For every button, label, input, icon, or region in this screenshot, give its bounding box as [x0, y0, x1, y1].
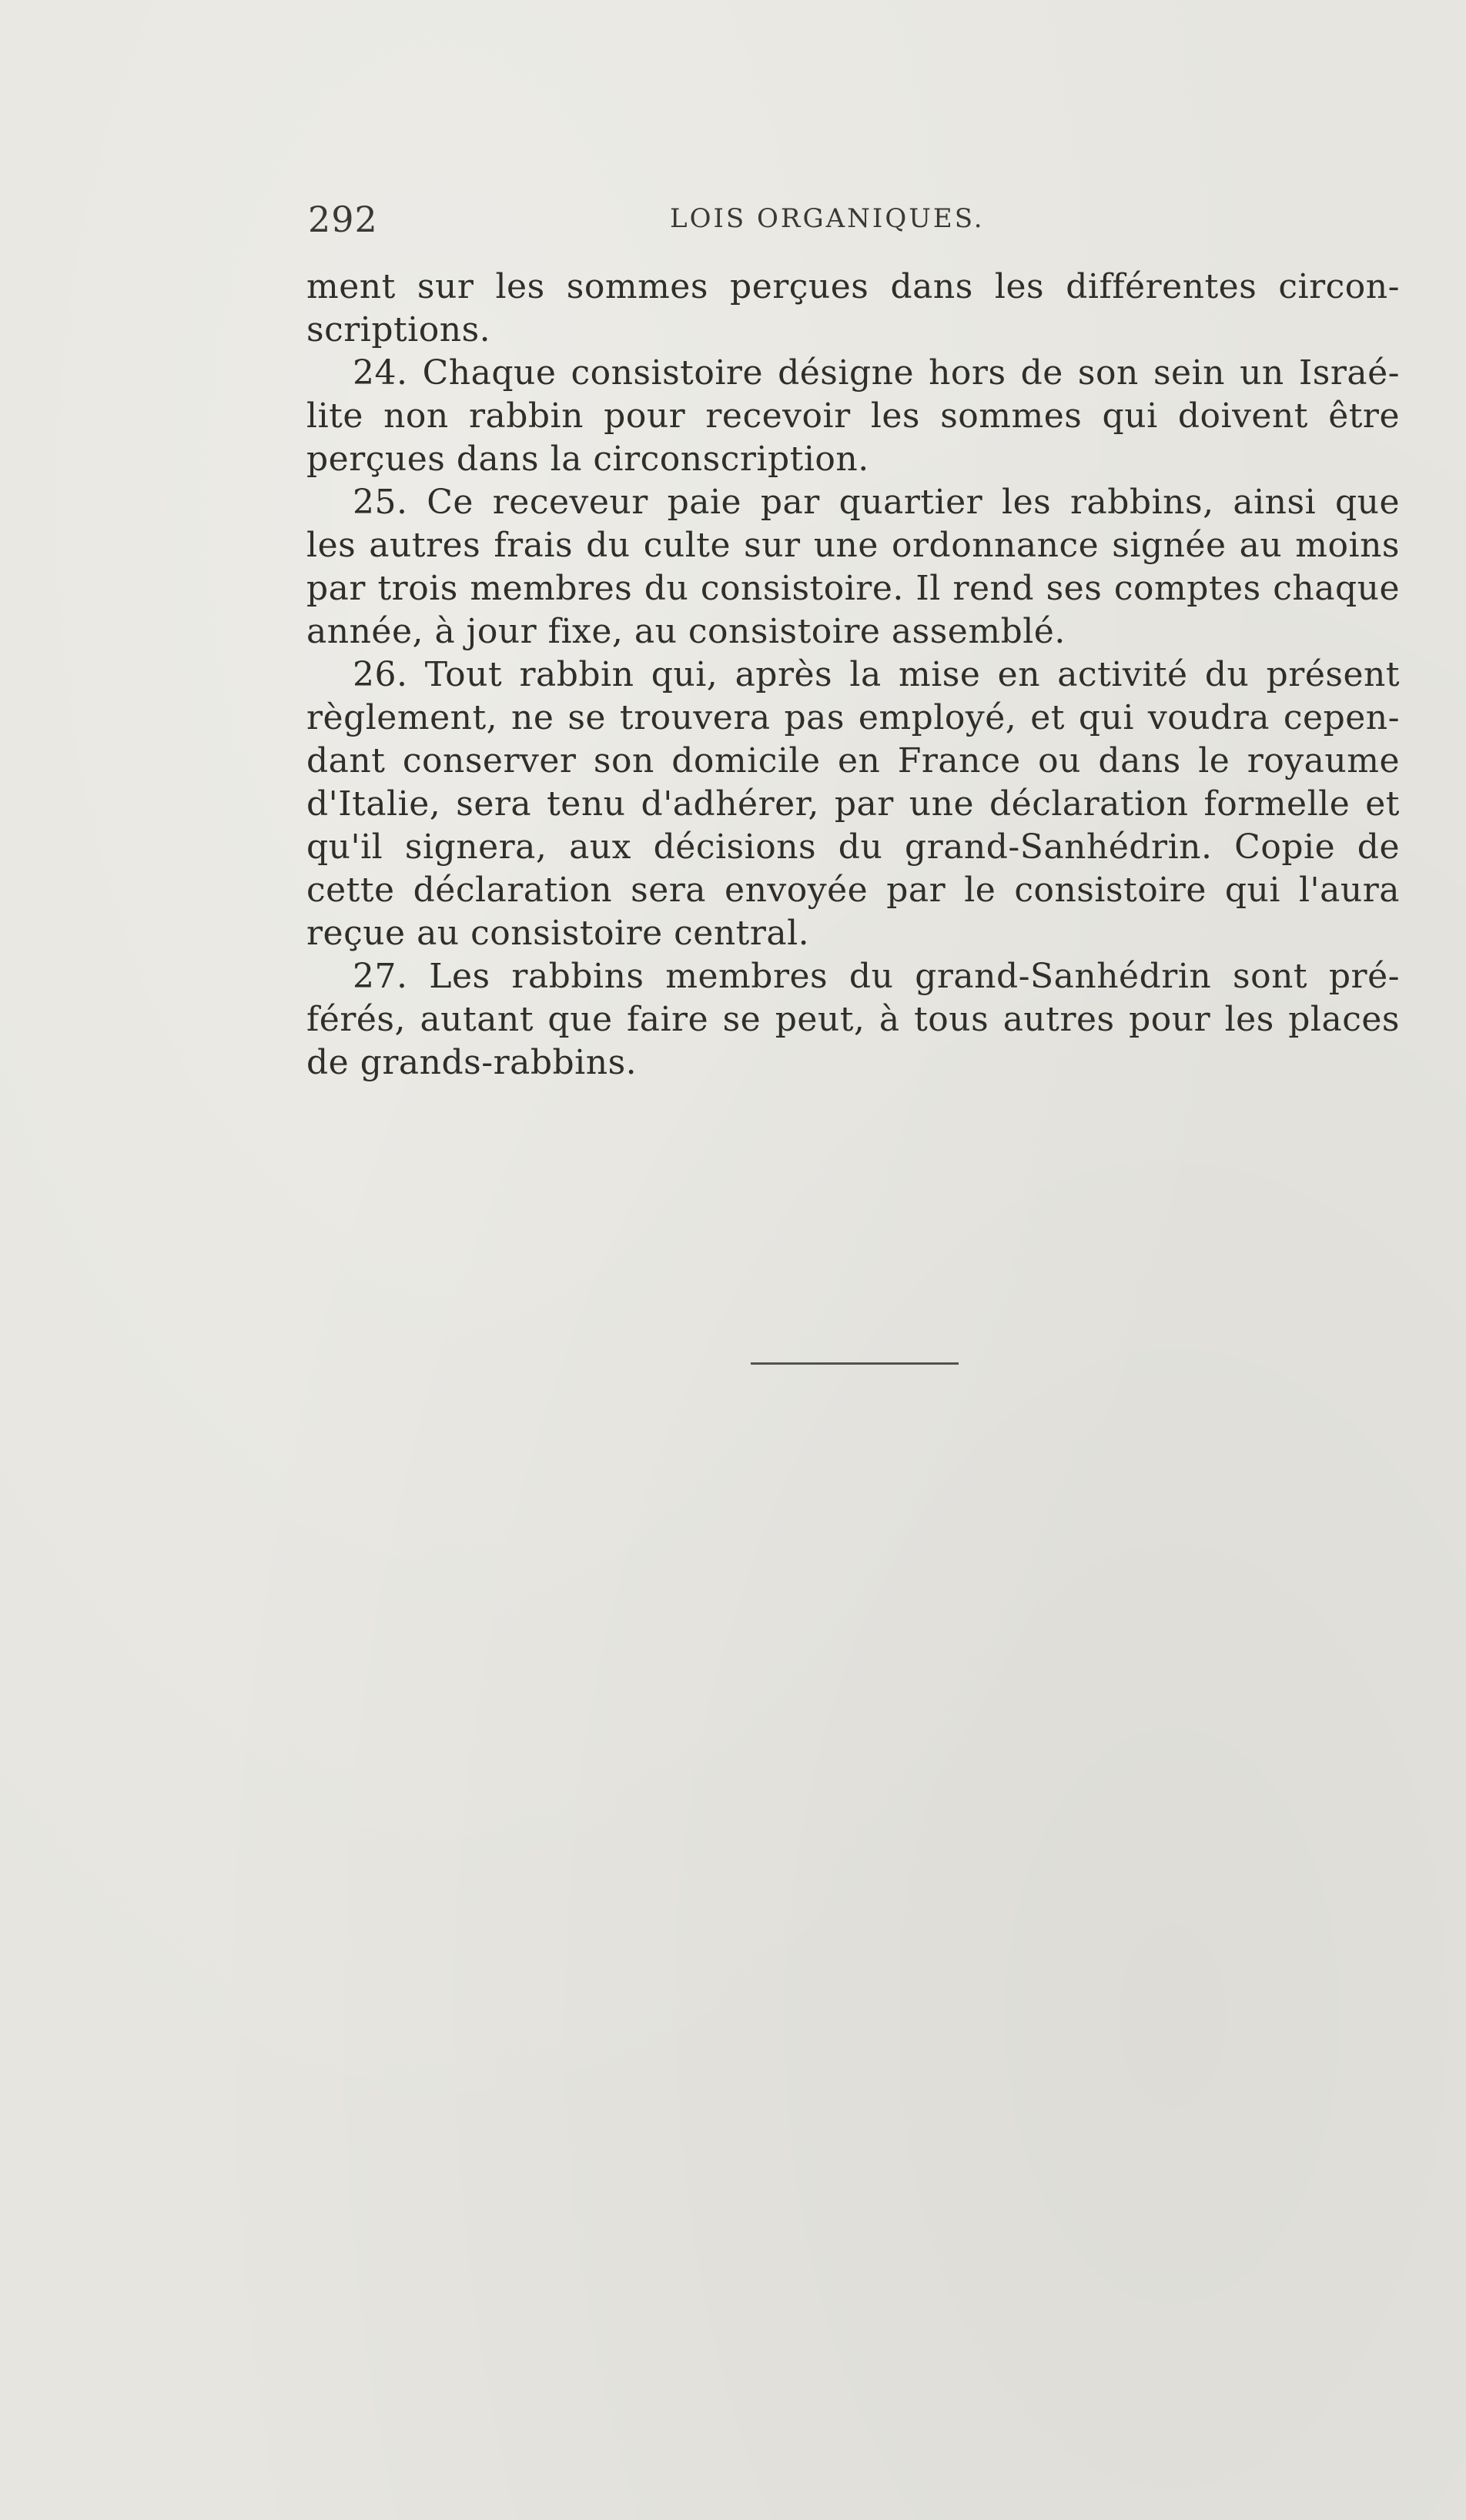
page-header: [308, 199, 1394, 245]
text-line: de grands-rabbins.: [306, 1043, 638, 1082]
body-text: [306, 266, 1400, 1085]
text-line: par trois membres du consistoire. Il rend ses comptes chaque: [306, 569, 1400, 608]
article-27-line: 27. Les rabbins membres du grand-Sanhédrin sont pré-: [353, 957, 1400, 996]
article-26-line: 26. Tout rabbin qui, après la mise en activité du présent: [353, 655, 1400, 694]
text-line: qu'il signera, aux décisions du grand-Sanhédrin. Copie de: [306, 827, 1400, 867]
text-line: cette déclaration sera envoyée par le consistoire qui l'aura: [306, 871, 1400, 910]
text-line: année, à jour fixe, au consistoire assemblé.: [306, 612, 1066, 651]
article-24-line: 24. Chaque consistoire désigne hors de son sein un Israé-: [353, 353, 1400, 393]
text-line: d'Italie, sera tenu d'adhérer, par une déclaration formelle et: [306, 784, 1400, 824]
text-line: férés, autant que faire se peut, à tous autres pour les places: [306, 1000, 1400, 1039]
article-25-line: 25. Ce receveur paie par quartier les rabbins, ainsi que: [353, 483, 1400, 522]
text-line: règlement, ne se trouvera pas employé, et qui voudra cepen-: [306, 698, 1400, 737]
page-number: 292: [308, 199, 378, 240]
end-separator-rule: [751, 1362, 959, 1365]
text-line: les autres frais du culte sur une ordonnance signée au moins: [306, 526, 1400, 565]
text-line: ment sur les sommes perçues dans les différentes circon-: [306, 267, 1400, 306]
text-line: reçue au consistoire central.: [306, 914, 810, 953]
text-line: dant conserver son domicile en France ou dans le royaume: [306, 741, 1400, 780]
text-line: lite non rabbin pour recevoir les sommes qui doivent être: [306, 396, 1400, 436]
running-title: LOIS ORGANIQUES.: [670, 203, 985, 234]
text-line: scriptions.: [306, 310, 491, 349]
text-line: perçues dans la circonscription.: [306, 439, 869, 479]
